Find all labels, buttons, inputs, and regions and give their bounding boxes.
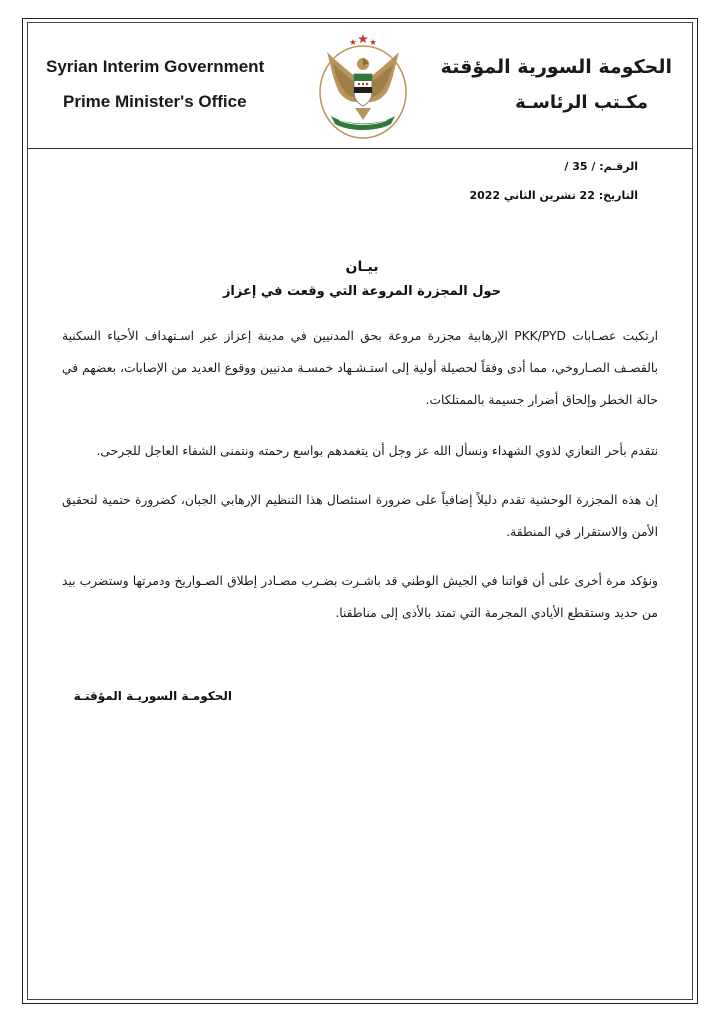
english-office-name: Prime Minister's Office [63,92,247,111]
body-paragraph-4: ونؤكد مرة أخرى على أن قواتنا في الجيش الوطني قد باشـرت بضـرب مصـادر إطلاق الصـواريخ ودمرتها وستضرب بيد من حديد وستقطع الأيادي المجرمة التي تمتد بالأذى إلى مناطقنا. [62,574,658,620]
reference-number: الرقـم: / 35 / [564,160,638,173]
statement-subheading: حول المجزرة المروعة التي وقعت في إعزاز [222,284,502,299]
arabic-org-name: الحكومة السورية المؤقتة [440,56,672,78]
signature: الحكومـة السوريـة المؤقتـة [73,689,232,703]
body-paragraph-3: إن هذه المجزرة الوحشية تقدم دليلاً إضافياً على ضرورة استئصال هذا التنظيم الإرهابي الجبان، كضرورة حتمية لتحقيق الأمن والاستقرار في المنطقة. [62,493,658,539]
eagle-emblem-icon [317,30,409,142]
document-date: التاريخ: 22 تشرين الثاني 2022 [469,189,638,202]
header-divider [27,148,693,149]
statement-heading: بيـان [345,259,379,275]
arabic-office-name: مكـتب الرئاسـة [515,92,648,113]
body-paragraph-1: ارتكبت عصـابات PKK/PYD الإرهابية مجزرة مروعة بحق المدنيين في مدينة إعزاز عبر اسـتهداف الأحياء السكنية بالقصـف الصـاروخي، مما أدى وفقاً لحصيلة أولية إلى استـشـهاد خمسـة مدنيين ووقوع العديد من الإصابات، بعضهم في حالة الخطر وإلحاق أضرار جسيمة بالممتلكات. [62,329,658,407]
english-org-name: Syrian Interim Government [46,57,265,76]
body-paragraph-2: نتقدم بأحر التعازي لذوي الشهداء ونسأل الله عز وجل أن يتغمدهم بواسع رحمته ونتمنى الشفاء العاجل للجرحى. [96,444,658,458]
